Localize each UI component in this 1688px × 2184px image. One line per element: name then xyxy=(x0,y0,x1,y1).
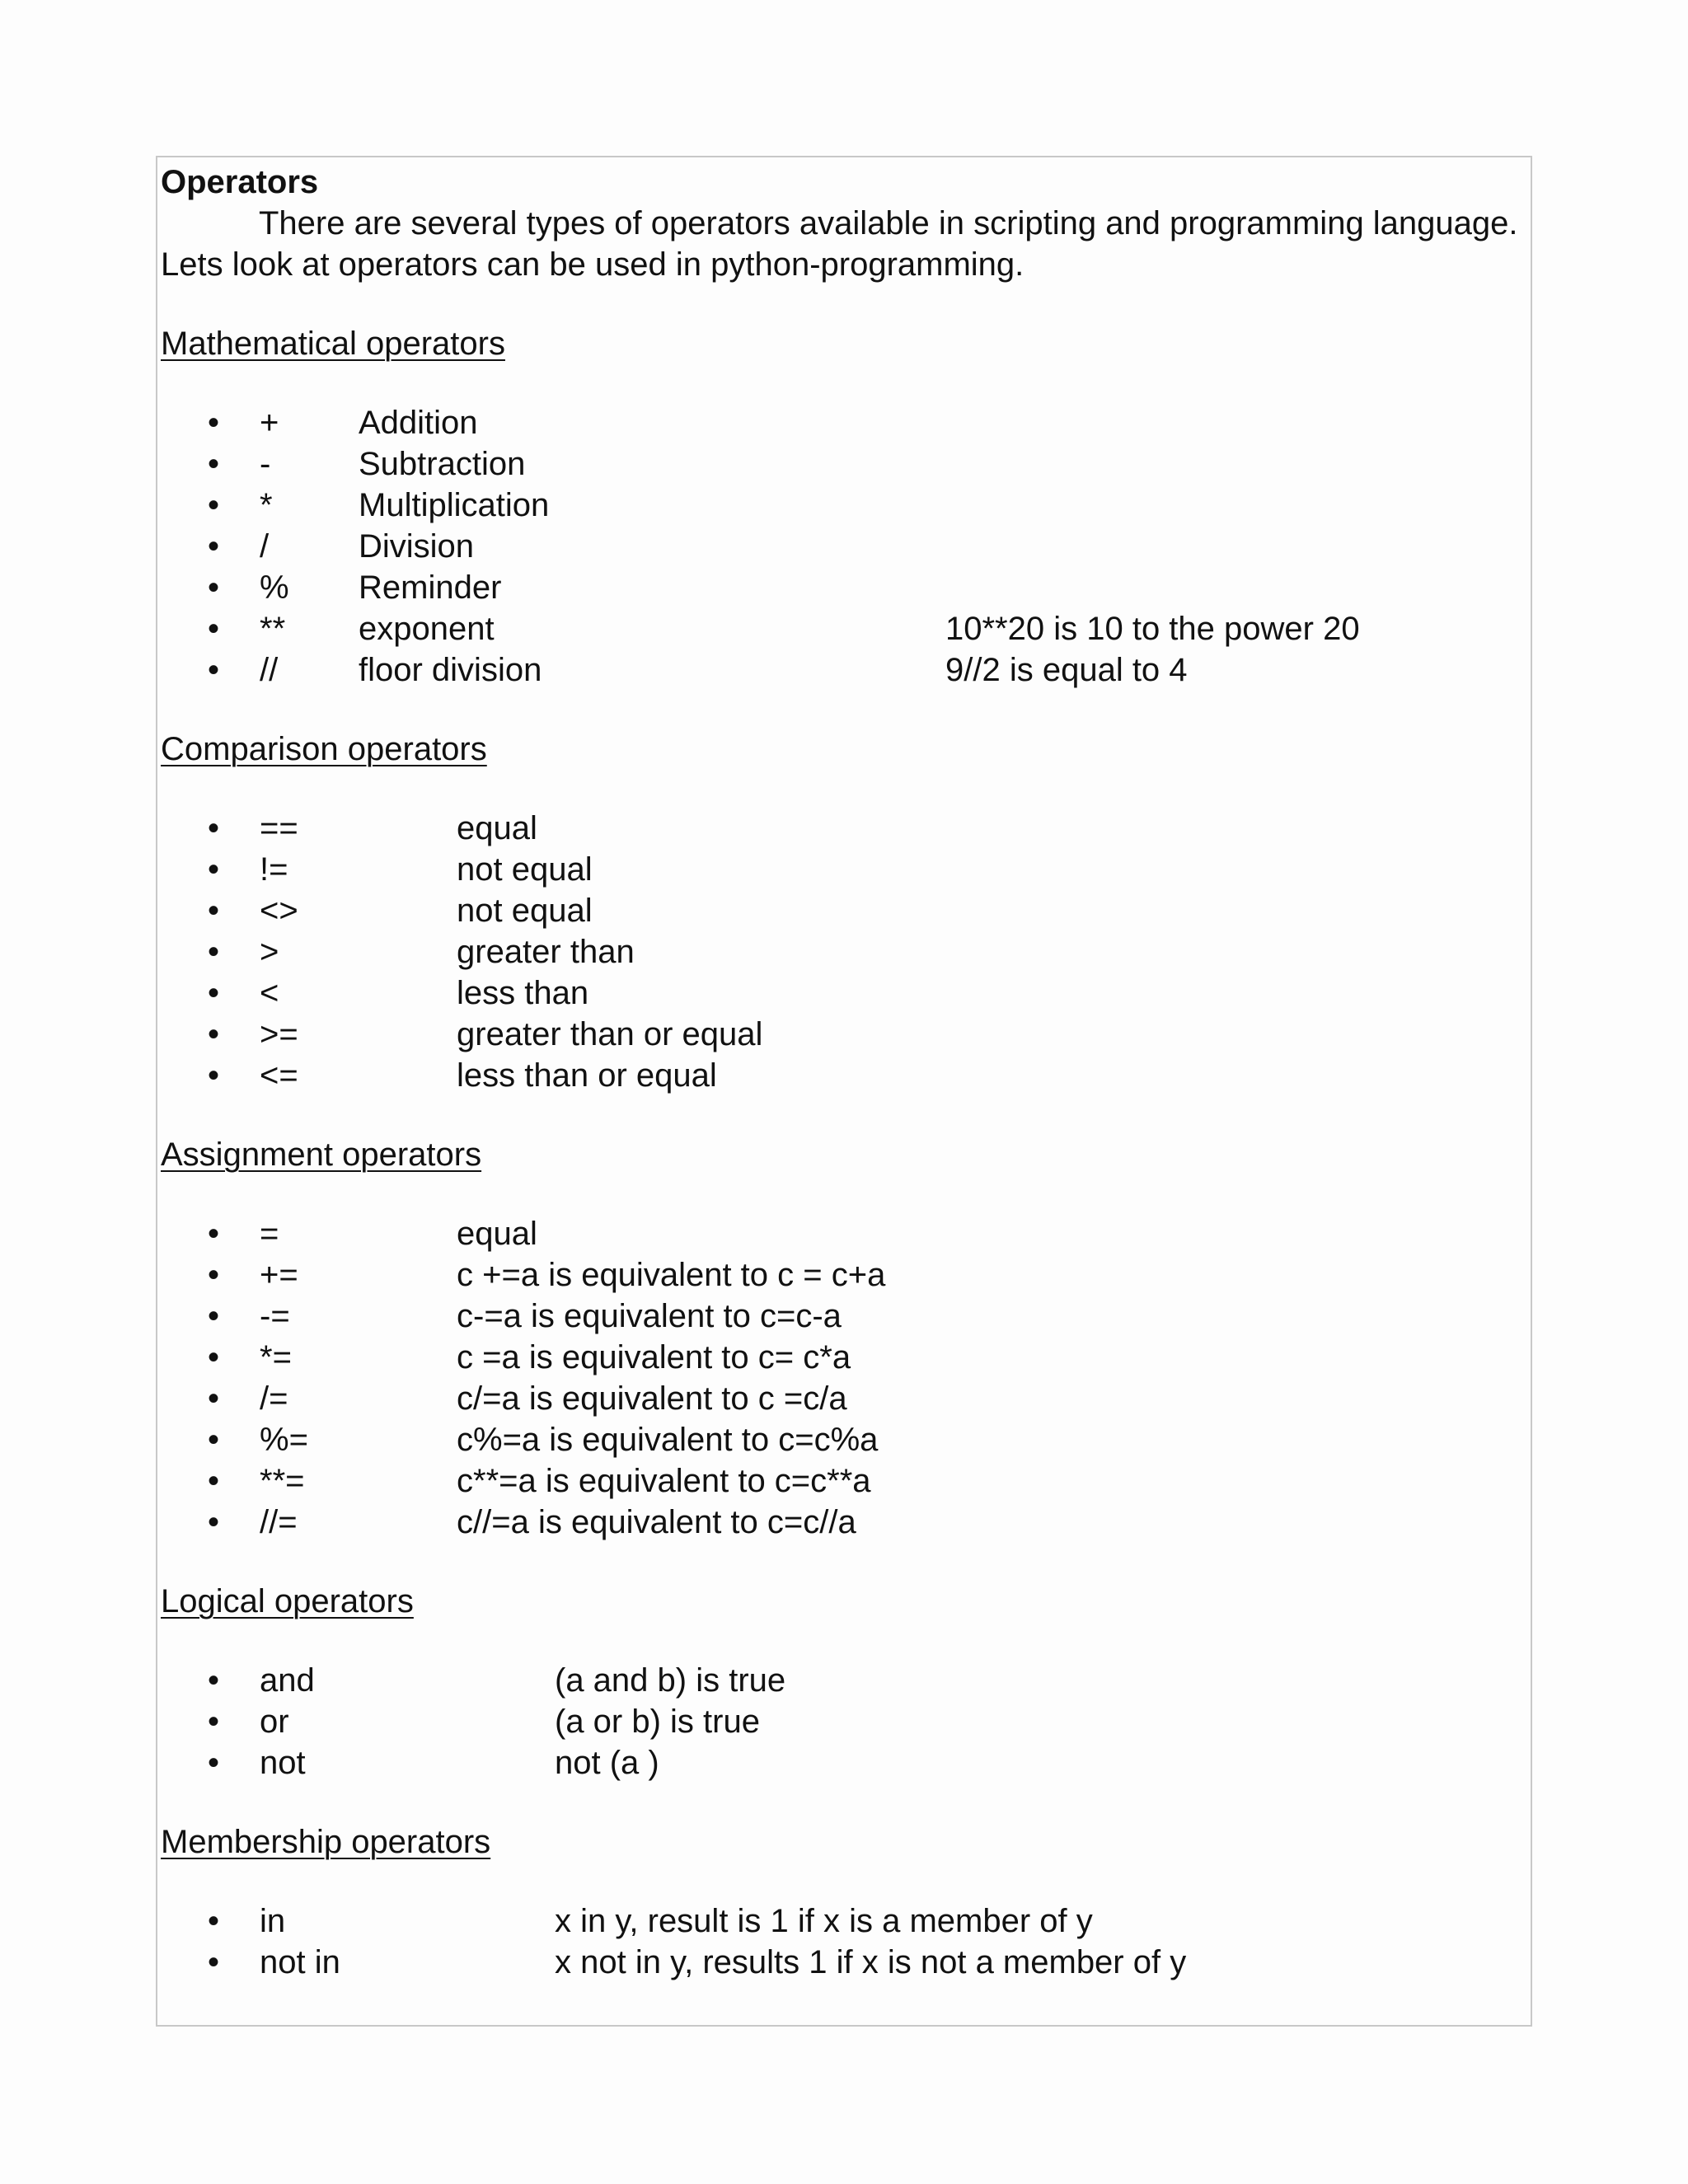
operator-description: not equal xyxy=(457,851,593,888)
operator-symbol: not xyxy=(260,1745,306,1781)
membership-operators-heading: Membership operators xyxy=(161,1824,491,1860)
list-item xyxy=(161,1014,1529,1055)
list-item xyxy=(161,1419,1529,1460)
bullet: • xyxy=(208,1016,220,1052)
operator-description: c//=a is equivalent to c=c//a xyxy=(457,1504,856,1540)
operator-symbol: * xyxy=(260,487,273,523)
list-item xyxy=(161,931,1529,972)
bullet: • xyxy=(208,1422,220,1458)
operator-symbol: in xyxy=(260,1903,286,1939)
bullet: • xyxy=(208,1380,220,1417)
list-item xyxy=(161,1337,1529,1378)
operator-description: Reminder xyxy=(359,569,502,606)
list-item xyxy=(161,402,1529,443)
comparison-operators-heading: Comparison operators xyxy=(161,731,487,767)
operator-description: less than xyxy=(457,975,589,1011)
operator-description: not (a ) xyxy=(555,1745,659,1781)
bullet: • xyxy=(208,893,220,929)
list-item xyxy=(161,649,1529,691)
membership-operators-list xyxy=(161,1900,1529,1983)
list-item xyxy=(161,443,1529,485)
list-item xyxy=(161,1296,1529,1337)
math-operators-heading: Mathematical operators xyxy=(161,326,505,362)
operator-description: c-=a is equivalent to c=c-a xyxy=(457,1298,842,1334)
list-item xyxy=(161,808,1529,849)
operator-description: c =a is equivalent to c= c*a xyxy=(457,1339,851,1376)
list-item xyxy=(161,1742,1529,1783)
bullet: • xyxy=(208,1704,220,1740)
operator-example: 10**20 is 10 to the power 20 xyxy=(945,611,1360,647)
list-item xyxy=(161,972,1529,1014)
bullet: • xyxy=(208,810,220,846)
bullet: • xyxy=(208,652,220,688)
operator-symbol: not in xyxy=(260,1944,340,1980)
operator-symbol: %= xyxy=(260,1422,308,1458)
bullet: • xyxy=(208,446,220,482)
operator-description: c +=a is equivalent to c = c+a xyxy=(457,1257,886,1293)
bullet: • xyxy=(208,1298,220,1334)
list-item xyxy=(161,1055,1529,1096)
bullet: • xyxy=(208,975,220,1011)
list-item xyxy=(161,485,1529,526)
bullet: • xyxy=(208,1057,220,1094)
assignment-operators-list xyxy=(161,1213,1529,1543)
bullet: • xyxy=(208,569,220,606)
operator-symbol: and xyxy=(260,1662,315,1699)
bullet: • xyxy=(208,405,220,441)
list-item xyxy=(161,1900,1529,1942)
bullet: • xyxy=(208,1745,220,1781)
operator-description: greater than or equal xyxy=(457,1016,763,1052)
operator-description: equal xyxy=(457,1216,537,1252)
list-item xyxy=(161,890,1529,931)
operator-symbol: % xyxy=(260,569,289,606)
operator-symbol: += xyxy=(260,1257,298,1293)
list-item xyxy=(161,526,1529,567)
list-item xyxy=(161,1378,1529,1419)
operator-description: (a and b) is true xyxy=(555,1662,786,1699)
operator-symbol: < xyxy=(260,975,279,1011)
bullet: • xyxy=(208,611,220,647)
operator-description: c%=a is equivalent to c=c%a xyxy=(457,1422,879,1458)
operator-symbol: != xyxy=(260,851,288,888)
operator-description: Subtraction xyxy=(359,446,526,482)
intro-line-2: Lets look at operators can be used in python-programming. xyxy=(161,246,1025,283)
bullet: • xyxy=(208,1944,220,1980)
logical-operators-list xyxy=(161,1660,1529,1783)
list-item xyxy=(161,567,1529,608)
bullet: • xyxy=(208,1903,220,1939)
operator-symbol: - xyxy=(260,446,271,482)
operator-symbol: or xyxy=(260,1704,289,1740)
document-title: Operators xyxy=(161,164,319,200)
list-item xyxy=(161,1701,1529,1742)
operator-description: c**=a is equivalent to c=c**a xyxy=(457,1463,871,1499)
list-item xyxy=(161,849,1529,890)
operator-symbol: **= xyxy=(260,1463,305,1499)
list-item xyxy=(161,1254,1529,1296)
operator-description: (a or b) is true xyxy=(555,1704,760,1740)
list-item xyxy=(161,608,1529,649)
logical-operators-heading: Logical operators xyxy=(161,1583,414,1619)
bullet: • xyxy=(208,1662,220,1699)
list-item xyxy=(161,1502,1529,1543)
operator-symbol: *= xyxy=(260,1339,292,1376)
operator-description: x in y, result is 1 if x is a member of y xyxy=(555,1903,1093,1939)
operator-description: less than or equal xyxy=(457,1057,717,1094)
operator-symbol: //= xyxy=(260,1504,298,1540)
operator-symbol: /= xyxy=(260,1380,288,1417)
operator-symbol: <> xyxy=(260,893,298,929)
operator-description: equal xyxy=(457,810,537,846)
operator-symbol: // xyxy=(260,652,279,688)
bullet: • xyxy=(208,1339,220,1376)
comparison-operators-list xyxy=(161,808,1529,1096)
operator-description: not equal xyxy=(457,893,593,929)
operator-example: 9//2 is equal to 4 xyxy=(945,652,1188,688)
operator-description: Division xyxy=(359,528,475,565)
bullet: • xyxy=(208,1504,220,1540)
bullet: • xyxy=(208,1463,220,1499)
operator-symbol: > xyxy=(260,934,279,970)
list-item xyxy=(161,1213,1529,1254)
bullet: • xyxy=(208,528,220,565)
operator-symbol: = xyxy=(260,1216,279,1252)
operator-symbol: -= xyxy=(260,1298,290,1334)
document-body xyxy=(161,162,1529,1983)
list-item xyxy=(161,1660,1529,1701)
list-item xyxy=(161,1942,1529,1983)
operator-description: x not in y, results 1 if x is not a member of y xyxy=(555,1944,1187,1980)
operator-symbol: >= xyxy=(260,1016,298,1052)
operator-description: Multiplication xyxy=(359,487,550,523)
bullet: • xyxy=(208,487,220,523)
operator-description: greater than xyxy=(457,934,635,970)
bullet: • xyxy=(208,1257,220,1293)
bullet: • xyxy=(208,851,220,888)
operator-symbol: == xyxy=(260,810,298,846)
intro-line-1: There are several types of operators available in scripting and programming language. xyxy=(259,205,1518,241)
math-operators-list xyxy=(161,402,1529,691)
operator-description: Addition xyxy=(359,405,478,441)
operator-description: floor division xyxy=(359,652,542,688)
bullet: • xyxy=(208,1216,220,1252)
operator-description: c/=a is equivalent to c =c/a xyxy=(457,1380,847,1417)
operator-symbol: ** xyxy=(260,611,286,647)
operator-symbol: <= xyxy=(260,1057,298,1094)
operator-symbol: / xyxy=(260,528,270,565)
operator-description: exponent xyxy=(359,611,495,647)
assignment-operators-heading: Assignment operators xyxy=(161,1137,482,1173)
operator-symbol: + xyxy=(260,405,279,441)
list-item xyxy=(161,1460,1529,1502)
bullet: • xyxy=(208,934,220,970)
